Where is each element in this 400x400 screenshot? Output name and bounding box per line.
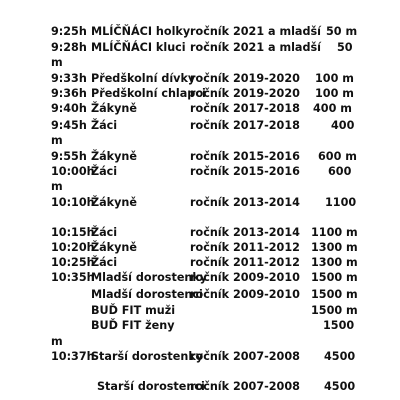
category: Předškolní chlapci: [91, 87, 206, 100]
category: BUĎ FIT ženy: [91, 319, 175, 332]
category: Žákyně: [91, 196, 137, 209]
distance: 50: [337, 41, 353, 54]
time: 10:15h: [51, 226, 95, 239]
category: Mladší dorostenky: [91, 271, 208, 284]
time: 10:25h: [51, 256, 95, 269]
distance: 4500: [324, 350, 356, 363]
time: 10:10h: [51, 196, 95, 209]
distance: 100 m: [315, 87, 354, 100]
year-range: ročník 2011-2012: [190, 241, 300, 254]
distance: 1500 m: [311, 304, 358, 317]
distance: 1300 m: [311, 256, 358, 269]
category: Mladší dorostenci: [91, 288, 203, 301]
time: 9:28h: [51, 41, 87, 54]
distance: 400: [331, 119, 355, 132]
distance: 1300 m: [311, 241, 358, 254]
year-range: ročník 2019-2020: [190, 72, 300, 85]
year-range: ročník 2011-2012: [190, 256, 300, 269]
distance-unit-wrap: m: [51, 56, 63, 69]
distance: 1500 m: [311, 288, 358, 301]
category: MLÍČŇÁCI kluci: [91, 41, 186, 54]
category: Žáci: [91, 226, 118, 239]
category: Žákyně: [91, 150, 137, 163]
distance: 4500: [324, 380, 356, 393]
year-range: ročník 2015-2016: [190, 165, 300, 178]
time: 9:33h: [51, 72, 87, 85]
distance: 400 m: [313, 102, 352, 115]
distance-unit-wrap: m: [51, 134, 63, 147]
time: 10:35h: [51, 271, 95, 284]
category: Žáci: [91, 256, 118, 269]
distance-unit-wrap: m: [51, 335, 63, 348]
category: Žáci: [91, 165, 118, 178]
distance: 1100: [325, 196, 357, 209]
time: 9:45h: [51, 119, 87, 132]
category: Žákyně: [91, 102, 137, 115]
time: 9:36h: [51, 87, 87, 100]
year-range: ročník 2013-2014: [190, 226, 300, 239]
distance: 1100 m: [311, 226, 358, 239]
distance: 100 m: [315, 72, 354, 85]
category: Žáci: [91, 119, 118, 132]
year-range: ročník 2009-2010: [190, 288, 300, 301]
category: Žákyně: [91, 241, 137, 254]
category: Starší dorostenci: [97, 380, 205, 393]
time: 9:25h: [51, 25, 87, 38]
time: 9:55h: [51, 150, 87, 163]
year-range: ročník 2021 a mladší: [190, 25, 321, 38]
time: 10:00h: [51, 165, 95, 178]
category: BUĎ FIT muži: [91, 304, 176, 317]
distance-unit-wrap: m: [51, 180, 63, 193]
distance: 600: [328, 165, 352, 178]
year-range: ročník 2019-2020: [190, 87, 300, 100]
distance: 1500: [323, 319, 355, 332]
distance: 50 m: [326, 25, 358, 38]
time: 9:40h: [51, 102, 87, 115]
year-range: ročník 2017-2018: [190, 102, 300, 115]
year-range: ročník 2013-2014: [190, 196, 300, 209]
distance: 600 m: [318, 150, 357, 163]
year-range: ročník 2017-2018: [190, 119, 300, 132]
year-range: ročník 2007-2008: [190, 380, 300, 393]
category: Starší dorostenky: [91, 350, 204, 363]
year-range: ročník 2009-2010: [190, 271, 300, 284]
year-range: ročník 2007-2008: [190, 350, 300, 363]
year-range: ročník 2015-2016: [190, 150, 300, 163]
year-range: ročník 2021 a mladší: [190, 41, 321, 54]
distance: 1500 m: [311, 271, 358, 284]
time: 10:20h: [51, 241, 95, 254]
category: MLÍČŇÁCI holky: [91, 25, 191, 38]
time: 10:37h: [51, 350, 95, 363]
category: Předškolní dívky: [91, 72, 196, 85]
